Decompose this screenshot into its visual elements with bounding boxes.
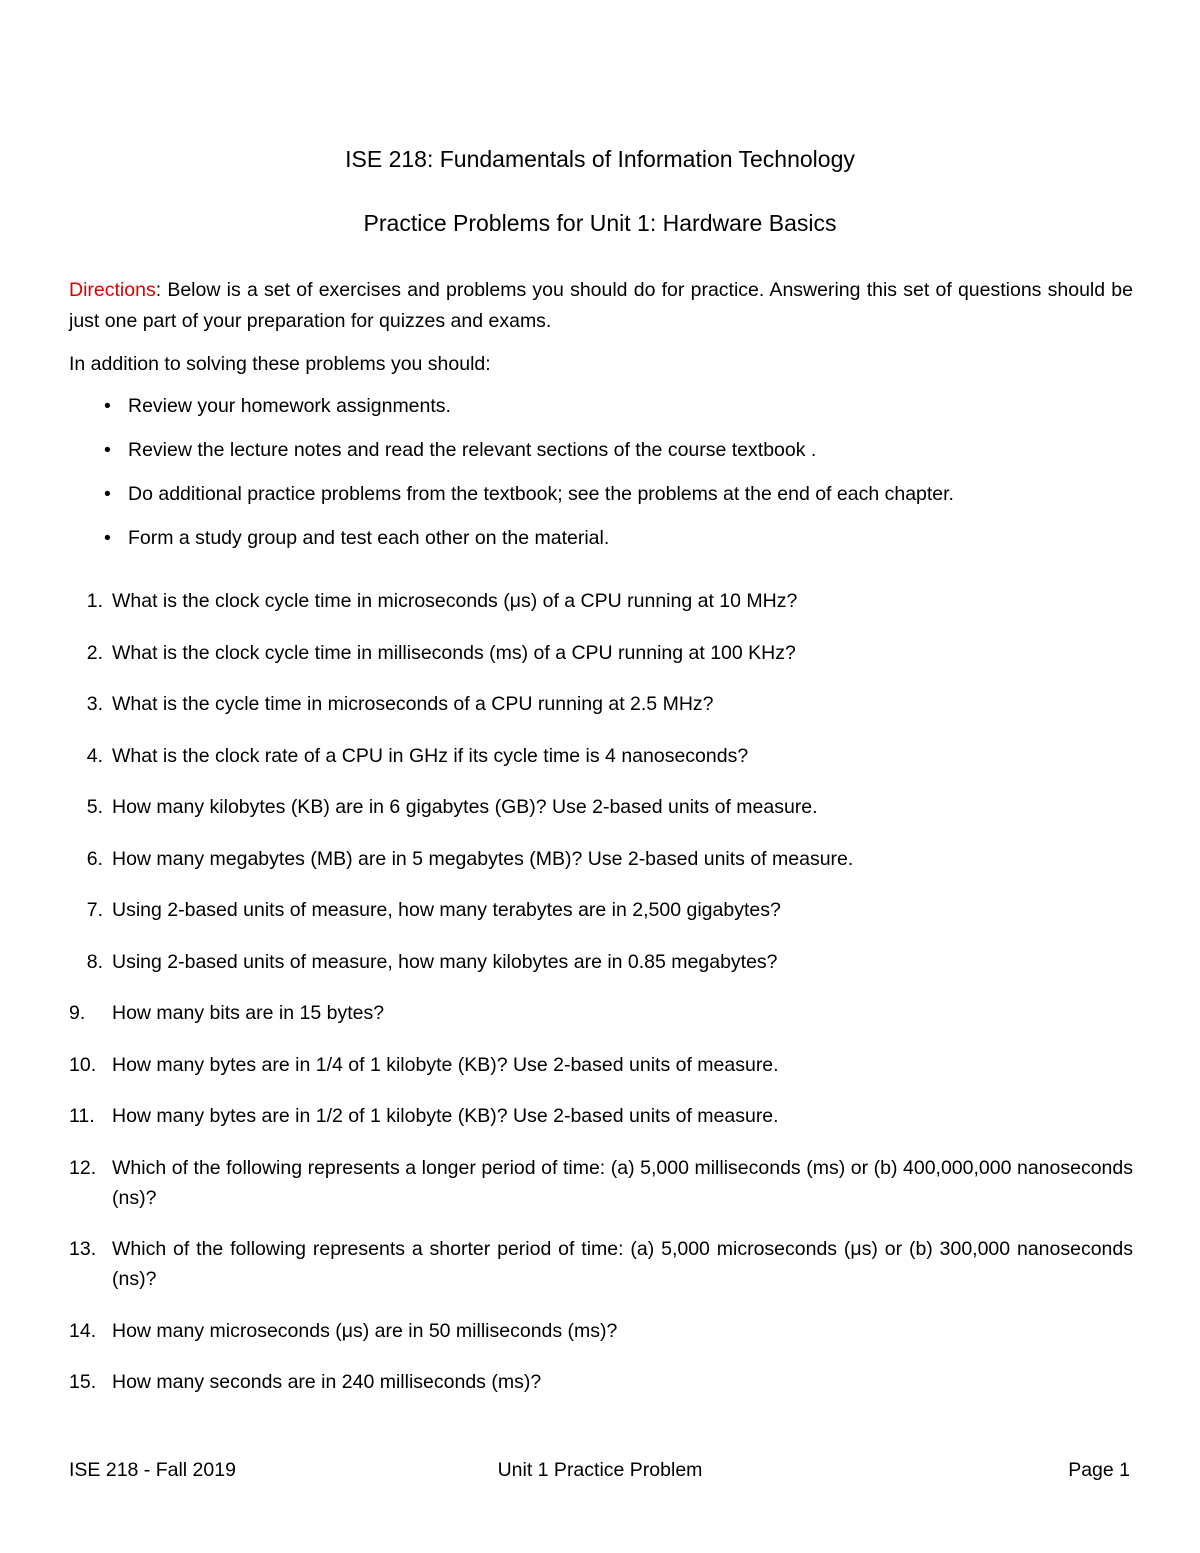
question-number: 15. [69, 1371, 97, 1393]
question-item [69, 741, 1133, 771]
question-text: Which of the following represents a shorter period of time: (a) 5,000 microseconds (μs) or (b) 300,000 nanoseconds (ns)? [112, 1238, 1133, 1290]
list-item: • Review the lecture notes and read the relevant sections of the course textbook . [104, 436, 954, 480]
question-item [69, 1367, 1133, 1397]
question-number: 4. [86, 744, 103, 767]
question-number: 5. [86, 796, 103, 818]
question-item [69, 947, 1133, 977]
question-item [69, 1101, 1133, 1131]
question-item [69, 1316, 1133, 1346]
question-text: How many seconds are in 240 milliseconds (ms)? [112, 1371, 542, 1393]
question-item [69, 844, 1133, 874]
question-number: 12. [69, 1156, 97, 1179]
question-text: What is the clock cycle time in microseconds (μs) of a CPU running at 10 MHz? [112, 590, 798, 612]
question-text: How many bits are in 15 bytes? [112, 1002, 385, 1024]
page-title: ISE 218: Fundamentals of Information Technology [345, 146, 855, 172]
question-number: 1. [86, 590, 103, 612]
bullet-icon: • [104, 395, 111, 417]
footer-course: ISE 218 - Fall 2019 [69, 1459, 236, 1481]
question-item [69, 1234, 1133, 1294]
question-text: How many bytes are in 1/2 of 1 kilobyte (KB)? Use 2-based units of measure. [112, 1105, 779, 1127]
question-item [69, 1153, 1133, 1213]
question-text: What is the cycle time in microseconds of a CPU running at 2.5 MHz? [112, 693, 714, 715]
question-item [69, 792, 1133, 822]
question-number: 11. [69, 1105, 95, 1127]
question-number: 2. [86, 641, 103, 664]
question-number: 10. [69, 1053, 97, 1076]
question-number: 9. [69, 1002, 86, 1024]
footer-page-number: Page 1 [1068, 1459, 1130, 1481]
question-text: How many megabytes (MB) are in 5 megabytes (MB)? Use 2-based units of measure. [112, 847, 854, 870]
question-item [69, 1050, 1133, 1080]
directions-label: Directions [69, 279, 156, 301]
question-text: How many bytes are in 1/4 of 1 kilobyte (KB)? Use 2-based units of measure. [112, 1053, 779, 1076]
question-number: 3. [86, 693, 103, 715]
list-item: • Form a study group and test each other on the material. [104, 524, 954, 568]
question-item [69, 998, 1133, 1028]
intro-text: In addition to solving these problems you should: [69, 353, 491, 375]
question-item [69, 586, 1133, 616]
directions-paragraph [69, 275, 1133, 337]
question-text: What is the clock rate of a CPU in GHz if its cycle time is 4 nanoseconds? [112, 744, 749, 767]
question-item [69, 638, 1133, 668]
question-number: 6. [86, 847, 103, 870]
list-item: • Review your homework assignments. [104, 392, 954, 436]
bullet-icon: • [104, 527, 111, 549]
questions-list [69, 586, 1133, 1419]
question-text: Which of the following represents a longer period of time: (a) 5,000 milliseconds (ms) or (b) 400,000,000 nanoseconds (ns)? [112, 1156, 1133, 1209]
question-number: 13. [69, 1238, 97, 1260]
bullet-icon: • [104, 439, 111, 461]
question-item [69, 689, 1133, 719]
question-text: How many kilobytes (KB) are in 6 gigabytes (GB)? Use 2-based units of measure. [112, 796, 818, 818]
list-item: • Do additional practice problems from the textbook; see the problems at the end of each chapter. [104, 480, 954, 524]
question-text: How many microseconds (μs) are in 50 milliseconds (ms)? [112, 1319, 618, 1342]
question-number: 7. [86, 899, 103, 921]
page-subtitle: Practice Problems for Unit 1: Hardware Basics [363, 210, 837, 236]
question-text: What is the clock cycle time in milliseconds (ms) of a CPU running at 100 KHz? [112, 641, 796, 664]
bullet-icon: • [104, 483, 111, 505]
question-text: Using 2-based units of measure, how many terabytes are in 2,500 gigabytes? [112, 899, 781, 921]
question-item [69, 895, 1133, 925]
question-number: 8. [86, 950, 103, 973]
study-tips-list [104, 392, 954, 568]
question-number: 14. [69, 1319, 97, 1342]
footer-title: Unit 1 Practice Problem [497, 1459, 703, 1481]
directions-text: : Below is a set of exercises and problems you should do for practice. Answering this set of questions should be just one part of your preparation for quizzes and exams. [69, 279, 1133, 332]
question-text: Using 2-based units of measure, how many kilobytes are in 0.85 megabytes? [112, 950, 778, 973]
